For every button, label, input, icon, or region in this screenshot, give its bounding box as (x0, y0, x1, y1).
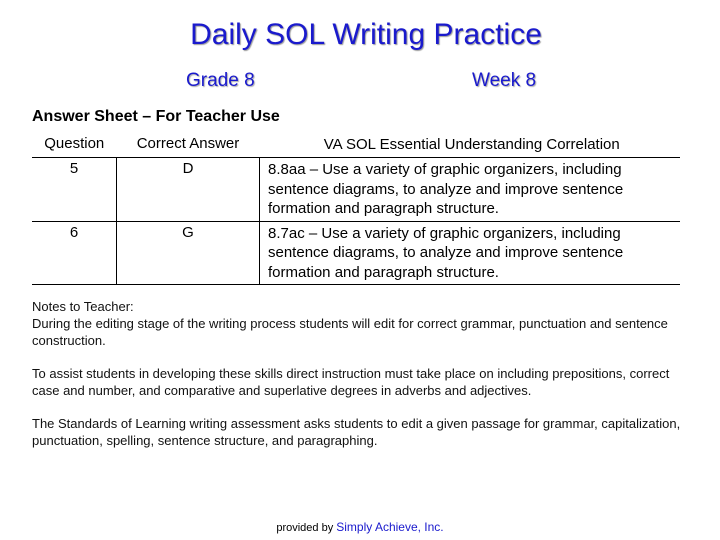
page-title: Daily SOL Writing Practice (190, 18, 542, 51)
notes-text: During the editing stage of the writing process students will edit for correct grammar, punctuation and sentence construction. (32, 316, 668, 348)
sol-correlation: 8.8aa – Use a variety of graphic organizers, including sentence diagrams, to analyze and improve sentence formation and paragraph structure. (260, 158, 681, 222)
notes-label: Notes to Teacher: (32, 299, 134, 314)
footer-credit (0, 520, 720, 534)
grade-label: Grade 8 (186, 70, 255, 91)
answer-sheet-heading: Answer Sheet – For Teacher Use (32, 108, 280, 125)
notes-paragraph (32, 298, 692, 349)
answer-table (32, 132, 680, 285)
teacher-notes (32, 298, 692, 465)
notes-paragraph: The Standards of Learning writing assessment asks students to edit a given passage for grammar, capitalization, punctuation, spelling, sentence structure, and paragraphing. (32, 416, 681, 448)
sol-correlation: 8.7ac – Use a variety of graphic organizers, including sentence diagrams, to analyze and improve sentence formation and paragraph structure. (260, 221, 681, 285)
header-correlation: VA SOL Essential Understanding Correlation (323, 136, 620, 153)
header-question: Question (44, 135, 105, 152)
footer-prefix: provided by (276, 522, 334, 534)
table-row (32, 221, 680, 285)
question-number: 6 (32, 221, 117, 285)
question-number: 5 (32, 158, 117, 222)
brand-name: Simply Achieve, Inc. (336, 520, 444, 534)
correct-answer: G (117, 221, 260, 285)
header-correct-answer: Correct Answer (136, 135, 240, 152)
week-label: Week 8 (472, 70, 537, 91)
table-header-row (32, 132, 680, 158)
table-row (32, 158, 680, 222)
notes-paragraph: To assist students in developing these skills direct instruction must take place on including prepositions, correct case and number, and comparative and superlative degrees in adverbs and adjectives. (32, 366, 670, 398)
correct-answer: D (117, 158, 260, 222)
